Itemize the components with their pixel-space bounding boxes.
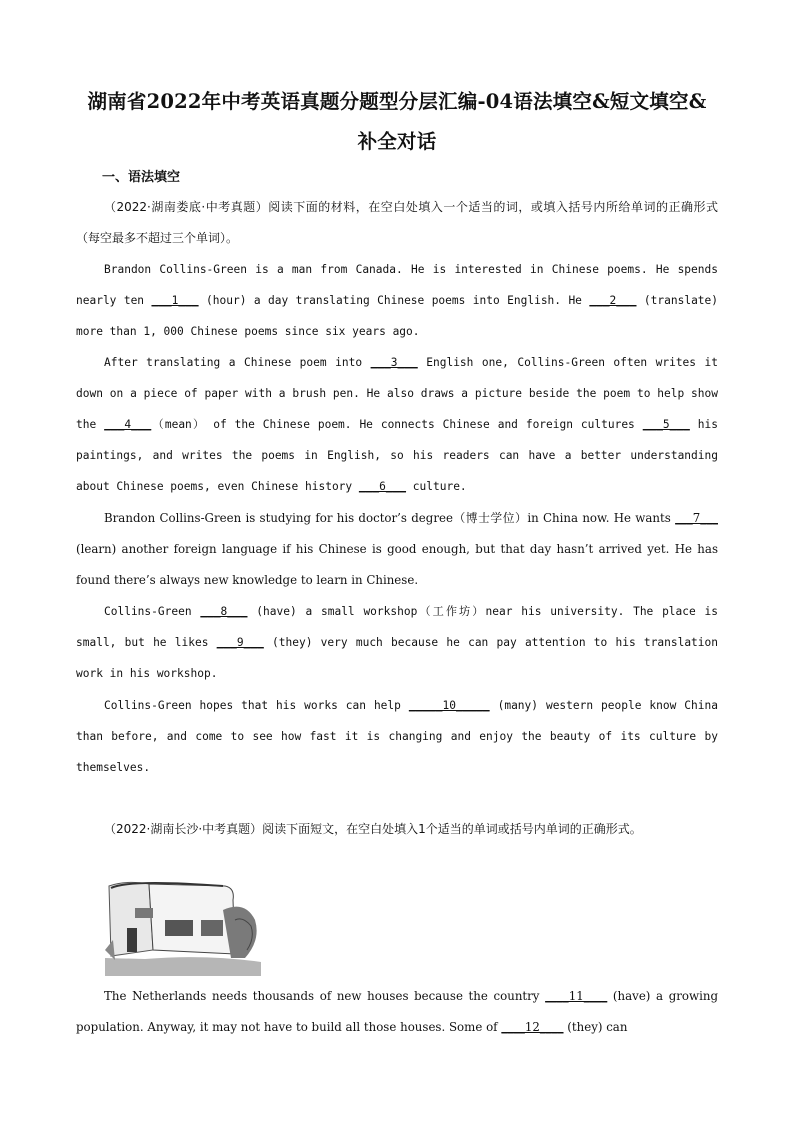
blank-3: ___3___	[370, 356, 418, 369]
passage1-paragraph-5: Collins-Green hopes that his works can help _____10_____ (many) western people know China than before, and come to see how fast it is changing and enjoy the beauty of its culture by themselves.	[76, 699, 718, 774]
blank-5: ___5___	[642, 418, 690, 431]
blank-9: ___9___	[216, 636, 264, 649]
house-photo	[105, 880, 261, 976]
document-title-line1: 湖南省2022年中考英语真题分题型分层汇编-04语法填空&短文填空&	[87, 90, 707, 113]
blank-11: ____11____	[545, 989, 608, 1003]
passage1-paragraph-2: After translating a Chinese poem into ___3___ English one, Collins-Green often writes it down on a piece of paper with a brush pen. He also draws a picture beside the poem to help show the ___4___（mean） of the Chinese poem. He connects Chinese and foreign cultures ___5___ his paintings, and writes the poems in English, so his readers can have a better understanding about Chinese poems, even Chinese history ___6___ culture.	[76, 356, 719, 493]
passage1-paragraph-4: Collins-Green ___8___ (have) a small workshop（工作坊）near his university. The place is small, but he likes ___9___ (they) very much because he can pay attention to his translation work in his workshop.	[76, 605, 719, 680]
blank-8: ___8___	[200, 605, 248, 618]
blank-1: ___1___	[151, 294, 199, 307]
blank-6: ___6___	[358, 480, 407, 493]
passage2-instruction: （2022·湖南长沙·中考真题）阅读下面短文，在空白处填入1个适当的单词或括号内单词的正确形式。	[104, 822, 642, 836]
passage1-paragraph-3: Brandon Collins-Green is studying for his doctor’s degree（博士学位）in China now. He wants ___7___ (learn) another foreign language if his Chinese is good enough, but that day hasn’t arrived yet. He has found there’s always new knowledge to learn in Chinese.	[76, 511, 718, 587]
blank-10: _____10_____	[408, 699, 490, 712]
blank-12: ____12____	[501, 1020, 564, 1034]
blank-2: ___2___	[589, 294, 637, 307]
passage1-paragraph-1: Brandon Collins-Green is a man from Canada. He is interested in Chinese poems. He spends nearly ten ___1___ (hour) a day translating Chinese poems into English. He ___2___ (translate) more than 1, 000 Chinese poems since six years ago.	[76, 263, 719, 338]
document-title-line2: 补全对话	[357, 130, 437, 153]
passage1-instruction: （2022·湖南娄底·中考真题）阅读下面的材料，在空白处填入一个适当的词，或填入括号内所给单词的正确形式（每空最多不超过三个单词）。	[76, 200, 718, 245]
section-heading: 一、语法填空	[102, 170, 181, 185]
blank-7: ___7___	[675, 511, 718, 525]
blank-4: ___4___	[104, 418, 152, 431]
passage2-paragraph-1: The Netherlands needs thousands of new houses because the country ____11____ (have) a growing population. Anyway, it may not have to build all those houses. Some of ____12____ (they) can	[76, 989, 719, 1034]
